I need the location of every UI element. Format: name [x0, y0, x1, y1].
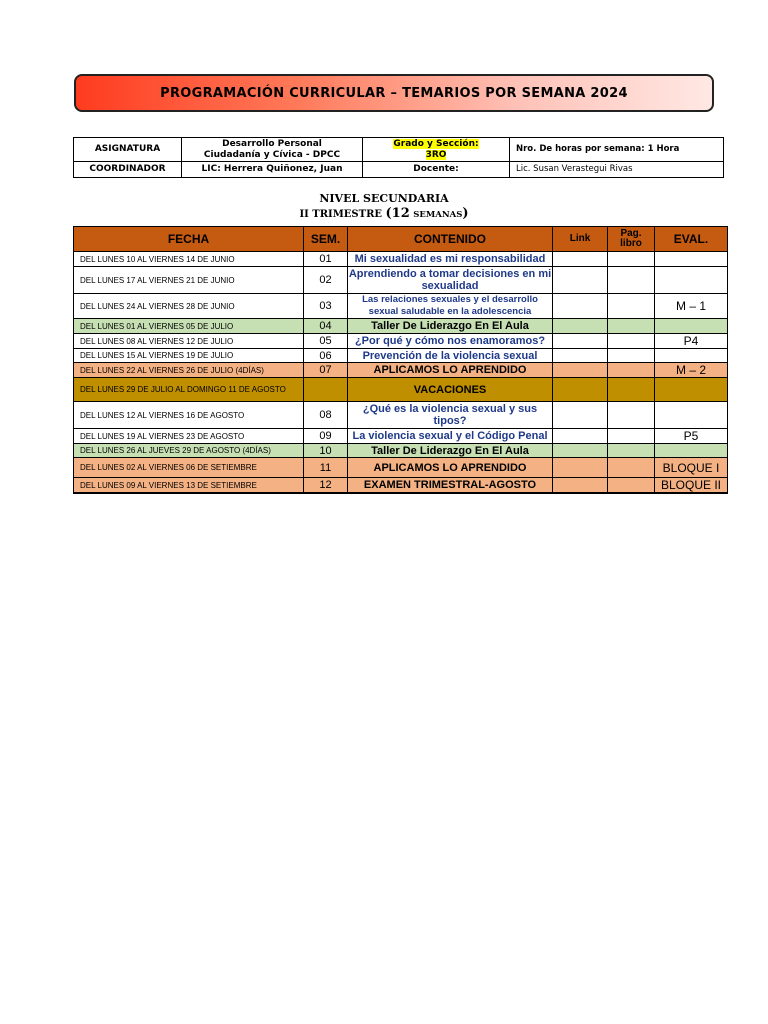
- row-eval: [655, 402, 728, 429]
- row-sem: 09: [304, 429, 348, 444]
- asignatura-value: [182, 138, 363, 162]
- row-eval: [655, 378, 728, 402]
- horas-semana: Nro. De horas por semana: 1 Hora: [510, 138, 724, 162]
- row-fecha: DEL LUNES 10 AL VIERNES 14 DE JUNIO: [74, 252, 304, 267]
- row-sem: 08: [304, 402, 348, 429]
- row-link[interactable]: [553, 429, 608, 444]
- row-pag: [608, 478, 655, 494]
- row-eval: [655, 349, 728, 363]
- row-eval: [655, 444, 728, 458]
- schedule-table: [73, 226, 728, 494]
- trimestre-unit: SEMANAS: [413, 210, 463, 220]
- row-link[interactable]: [553, 402, 608, 429]
- row-contenido: La violencia sexual y el Código Penal: [348, 429, 553, 444]
- row-contenido: Taller De Liderazgo En El Aula: [348, 444, 553, 458]
- table-row: [74, 349, 728, 363]
- header-contenido: CONTENIDO: [348, 227, 553, 252]
- row-link[interactable]: [553, 363, 608, 378]
- row-pag: [608, 252, 655, 267]
- row-sem: 10: [304, 444, 348, 458]
- table-row: [74, 363, 728, 378]
- row-contenido: ¿Por qué y cómo nos enamoramos?: [348, 334, 553, 349]
- header-pag: Pag.: [620, 228, 642, 239]
- table-row: [74, 429, 728, 444]
- row-contenido: Las relaciones sexuales y el desarrollo sexual saludable en la adolescencia: [348, 294, 553, 319]
- grado-value: 3RO: [425, 149, 447, 160]
- row-contenido: APLICAMOS LO APRENDIDO: [348, 458, 553, 478]
- row-fecha: DEL LUNES 19 AL VIERNES 23 DE AGOSTO: [74, 429, 304, 444]
- asignatura-line-1: Desarrollo Personal: [222, 138, 322, 149]
- row-contenido: VACACIONES: [348, 378, 553, 402]
- row-fecha: DEL LUNES 08 AL VIERNES 12 DE JULIO: [74, 334, 304, 349]
- row-pag: [608, 378, 655, 402]
- trimestre-heading: [0, 206, 768, 221]
- row-pag: [608, 294, 655, 319]
- row-fecha: DEL LUNES 02 AL VIERNES 06 DE SETIEMBRE: [74, 458, 304, 478]
- table-row: [74, 402, 728, 429]
- header-libro: libro: [620, 238, 642, 249]
- row-pag: [608, 319, 655, 334]
- page-title: PROGRAMACIÓN CURRICULAR – TEMARIOS POR SEMANA 2024: [160, 85, 628, 101]
- trimestre-paren-open: (: [385, 206, 392, 221]
- row-sem: 04: [304, 319, 348, 334]
- table-row: [74, 478, 728, 494]
- row-fecha: DEL LUNES 22 AL VIERNES 26 DE JULIO (4DÍAS): [74, 363, 304, 378]
- row-sem: 02: [304, 267, 348, 294]
- row-link[interactable]: [553, 334, 608, 349]
- row-contenido: EXAMEN TRIMESTRAL-AGOSTO: [348, 478, 553, 494]
- row-link[interactable]: [553, 294, 608, 319]
- coordinador-label: COORDINADOR: [74, 162, 182, 178]
- header-sem: SEM.: [304, 227, 348, 252]
- row-eval: M – 2: [655, 363, 728, 378]
- nivel-heading: NIVEL SECUNDARIA: [319, 192, 449, 205]
- table-row: [74, 378, 728, 402]
- row-pag: [608, 444, 655, 458]
- row-link[interactable]: [553, 478, 608, 494]
- row-link[interactable]: [553, 319, 608, 334]
- row-sem: 12: [304, 478, 348, 494]
- table-row: [74, 319, 728, 334]
- grado-cell: [363, 138, 510, 162]
- row-sem: 03: [304, 294, 348, 319]
- row-fecha: DEL LUNES 15 AL VIERNES 19 DE JULIO: [74, 349, 304, 363]
- row-eval: P5: [655, 429, 728, 444]
- row-contenido: ¿Qué es la violencia sexual y sus tipos?: [348, 402, 553, 429]
- header-fecha: FECHA: [74, 227, 304, 252]
- grado-label: Grado y Sección:: [393, 138, 479, 149]
- row-sem: 11: [304, 458, 348, 478]
- header-pag-libro: [608, 227, 655, 252]
- row-eval: [655, 252, 728, 267]
- row-link[interactable]: [553, 267, 608, 294]
- header-eval: EVAL.: [655, 227, 728, 252]
- row-fecha: DEL LUNES 26 AL JUEVES 29 DE AGOSTO (4DÍAS): [74, 444, 304, 458]
- row-fecha: DEL LUNES 01 AL VIERNES 05 DE JULIO: [74, 319, 304, 334]
- row-sem: 05: [304, 334, 348, 349]
- row-contenido: Prevención de la violencia sexual: [348, 349, 553, 363]
- trimestre-number: 12: [391, 206, 410, 221]
- header-link: Link: [553, 227, 608, 252]
- row-eval: [655, 267, 728, 294]
- course-info-table: [73, 137, 724, 178]
- row-eval: P4: [655, 334, 728, 349]
- table-row: [74, 294, 728, 319]
- table-row: [74, 444, 728, 458]
- table-row: [74, 267, 728, 294]
- row-link[interactable]: [553, 444, 608, 458]
- row-contenido: APLICAMOS LO APRENDIDO: [348, 363, 553, 378]
- row-link[interactable]: [553, 252, 608, 267]
- row-fecha: DEL LUNES 17 AL VIERNES 21 DE JUNIO: [74, 267, 304, 294]
- row-eval: BLOQUE I: [655, 458, 728, 478]
- trimestre-paren-close: ): [462, 206, 469, 221]
- coordinador-value: LIC: Herrera Quiñonez, Juan: [182, 162, 363, 178]
- row-eval: BLOQUE II: [655, 478, 728, 494]
- row-pag: [608, 334, 655, 349]
- row-contenido: Aprendiendo a tomar decisiones en mi sexualidad: [348, 268, 552, 292]
- row-sem: 07: [304, 363, 348, 378]
- row-link[interactable]: [553, 458, 608, 478]
- row-contenido: Mi sexualidad es mi responsabilidad: [348, 252, 553, 267]
- row-pag: [608, 363, 655, 378]
- row-sem: 01: [304, 252, 348, 267]
- row-pag: [608, 458, 655, 478]
- table-row: [74, 458, 728, 478]
- asignatura-line-2: Ciudadanía y Cívica - DPCC: [203, 149, 341, 160]
- row-fecha: DEL LUNES 09 AL VIERNES 13 DE SETIEMBRE: [74, 478, 304, 494]
- trimestre-prefix: II TRIMESTRE: [299, 209, 383, 220]
- row-fecha: DEL LUNES 24 AL VIERNES 28 DE JUNIO: [74, 294, 304, 319]
- table-row: [74, 252, 728, 267]
- row-pag: [608, 429, 655, 444]
- page-title-banner: [74, 74, 714, 112]
- asignatura-label: ASIGNATURA: [74, 138, 182, 162]
- row-link[interactable]: [553, 349, 608, 363]
- row-fecha: DEL LUNES 29 DE JULIO AL DOMINGO 11 DE AGOSTO: [74, 378, 304, 402]
- row-pag: [608, 402, 655, 429]
- row-fecha: DEL LUNES 12 AL VIERNES 16 DE AGOSTO: [74, 402, 304, 429]
- row-sem: [304, 378, 348, 402]
- docente-label: Docente:: [363, 162, 510, 178]
- row-eval: M – 1: [655, 294, 728, 319]
- row-link[interactable]: [553, 378, 608, 402]
- row-pag: [608, 267, 655, 294]
- table-row: [74, 334, 728, 349]
- row-sem: 06: [304, 349, 348, 363]
- row-pag: [608, 349, 655, 363]
- row-eval: [655, 319, 728, 334]
- row-contenido: Taller De Liderazgo En El Aula: [348, 319, 553, 334]
- docente-value: Lic. Susan Verastegui Rivas: [510, 162, 724, 178]
